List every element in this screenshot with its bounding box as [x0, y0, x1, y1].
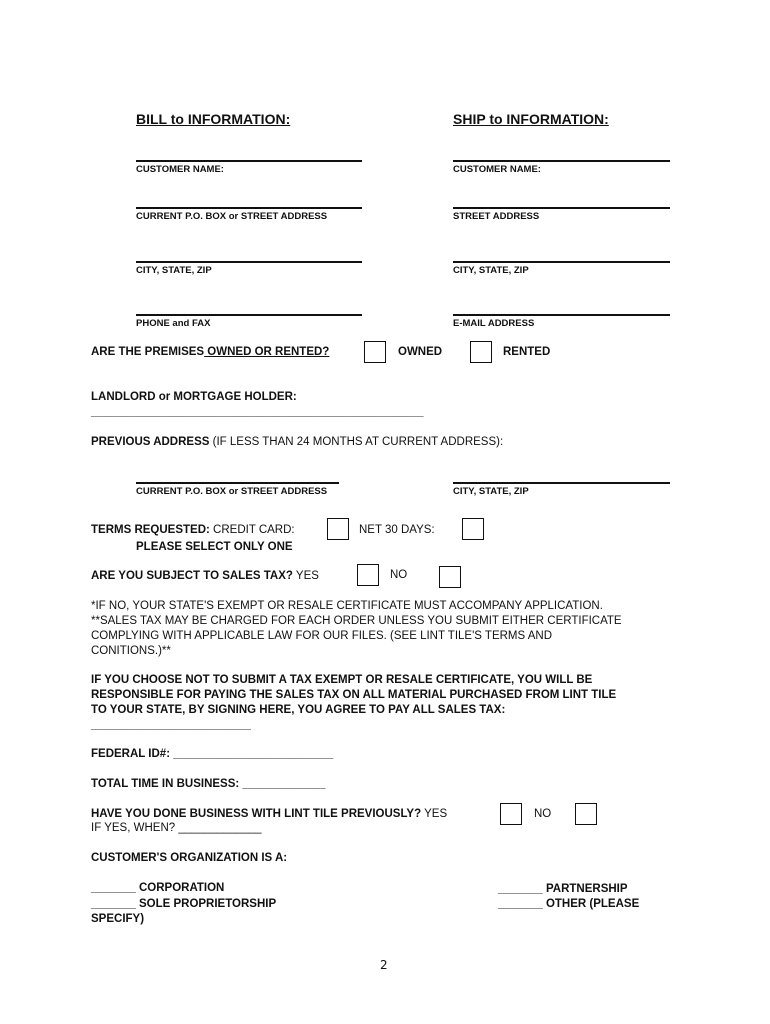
bill-customer-name-label: CUSTOMER NAME:: [136, 164, 224, 175]
previous-city-line[interactable]: [453, 482, 670, 484]
rented-checkbox[interactable]: [470, 341, 492, 363]
sales-tax-yes-label: YES: [292, 570, 319, 582]
sales-tax-question: [91, 570, 319, 582]
sales-tax-no-label: NO: [390, 569, 408, 581]
ship-customer-name-line[interactable]: [453, 160, 670, 162]
previous-address-street-label: CURRENT P.O. BOX or STREET ADDRESS: [136, 486, 328, 497]
ship-email-line[interactable]: [453, 314, 670, 316]
bill-to-heading: BILL to INFORMATION:: [136, 111, 291, 127]
ship-to-heading: SHIP to INFORMATION:: [453, 111, 609, 127]
premises-question-underlined: OWNED OR RENTED?: [204, 346, 330, 358]
net30-label: NET 30 DAYS:: [359, 524, 435, 536]
bill-city-label: CITY, STATE, ZIP: [136, 265, 212, 276]
federal-id-field[interactable]: FEDERAL ID#: _________________________: [91, 748, 334, 760]
org-specify-text: SPECIFY): [91, 913, 145, 925]
sales-tax-label: ARE YOU SUBJECT TO SALES TAX?: [91, 570, 293, 582]
org-partnership-option[interactable]: _______ PARTNERSHIP: [498, 883, 628, 895]
note-line-1: *IF NO, YOUR STATE'S EXEMPT OR RESALE CERTIFICATE MUST ACCOMPANY APPLICATION.: [91, 600, 603, 612]
owned-checkbox[interactable]: [364, 341, 386, 363]
previous-business-yes-checkbox[interactable]: [500, 803, 522, 825]
previous-address-line[interactable]: [136, 482, 339, 484]
credit-card-checkbox[interactable]: [327, 518, 349, 540]
org-corporation-option[interactable]: _______ CORPORATION: [91, 882, 225, 894]
previous-business-label: HAVE YOU DONE BUSINESS WITH LINT TILE PREVIOUSLY?: [91, 808, 422, 820]
exempt-notice-line-2: RESPONSIBLE FOR PAYING THE SALES TAX ON ALL MATERIAL PURCHASED FROM LINT TILE: [91, 689, 617, 701]
bill-phone-line[interactable]: [136, 314, 362, 316]
previous-business-no-checkbox[interactable]: [575, 803, 597, 825]
ship-customer-name-label: CUSTOMER NAME:: [453, 164, 541, 175]
previous-business-yes-label: YES: [421, 808, 448, 820]
bill-address-label: CURRENT P.O. BOX or STREET ADDRESS: [136, 211, 328, 222]
terms-question: [91, 524, 295, 536]
bill-phone-label: PHONE and FAX: [136, 318, 211, 329]
previous-address-question: [91, 436, 503, 448]
net30-checkbox[interactable]: [462, 518, 484, 540]
premises-question: [91, 346, 329, 358]
note-line-4: CONITIONS.)**: [91, 645, 171, 657]
bill-city-line[interactable]: [136, 261, 362, 263]
org-sole-proprietorship-option[interactable]: _______ SOLE PROPRIETORSHIP: [91, 898, 277, 910]
ship-address-label: STREET ADDRESS: [453, 211, 540, 222]
time-in-business-field[interactable]: TOTAL TIME IN BUSINESS: _____________: [91, 778, 326, 790]
ship-city-line[interactable]: [453, 261, 670, 263]
rented-label: RENTED: [503, 346, 551, 358]
credit-card-label: CREDIT CARD:: [209, 524, 295, 536]
org-other-option[interactable]: _______ OTHER (PLEASE: [498, 898, 640, 910]
bill-customer-name-line[interactable]: [136, 160, 362, 162]
bill-address-line[interactable]: [136, 207, 362, 209]
ship-email-label: E-MAIL ADDRESS: [453, 318, 535, 329]
previous-address-note: (IF LESS THAN 24 MONTHS AT CURRENT ADDRESS):: [209, 436, 504, 448]
exempt-notice-line-3: TO YOUR STATE, BY SIGNING HERE, YOU AGREE TO PAY ALL SALES TAX:: [91, 704, 506, 716]
premises-question-prefix: ARE THE PREMISES: [91, 346, 205, 358]
exempt-notice-line-1: IF YOU CHOOSE NOT TO SUBMIT A TAX EXEMPT OR RESALE CERTIFICATE, YOU WILL BE: [91, 674, 593, 686]
sales-tax-signature-blank[interactable]: _________________________: [91, 719, 251, 731]
sales-tax-yes-checkbox[interactable]: [357, 564, 379, 586]
note-line-3: COMPLYING WITH APPLICABLE LAW FOR OUR FILES. (SEE LINT TILE'S TERMS AND: [91, 630, 553, 642]
page-number: 2: [380, 958, 388, 972]
select-one-note: PLEASE SELECT ONLY ONE: [136, 541, 293, 553]
note-line-2: **SALES TAX MAY BE CHARGED FOR EACH ORDER UNLESS YOU SUBMIT EITHER CERTIFICATE: [91, 615, 622, 627]
ship-city-label: CITY, STATE, ZIP: [453, 265, 529, 276]
sales-tax-no-checkbox[interactable]: [439, 566, 461, 588]
organization-label: CUSTOMER'S ORGANIZATION IS A:: [91, 852, 288, 864]
previous-business-when-field[interactable]: IF YES, WHEN? _____________: [91, 822, 262, 834]
owned-label: OWNED: [398, 346, 443, 358]
previous-business-question: [91, 808, 447, 820]
terms-label: TERMS REQUESTED:: [91, 524, 210, 536]
landlord-label: LANDLORD or MORTGAGE HOLDER:: [91, 391, 297, 403]
landlord-blank[interactable]: ____________________________________________________: [91, 406, 424, 418]
previous-city-label: CITY, STATE, ZIP: [453, 486, 529, 497]
previous-address-label: PREVIOUS ADDRESS: [91, 436, 210, 448]
previous-business-no-label: NO: [534, 808, 552, 820]
ship-address-line[interactable]: [453, 207, 670, 209]
